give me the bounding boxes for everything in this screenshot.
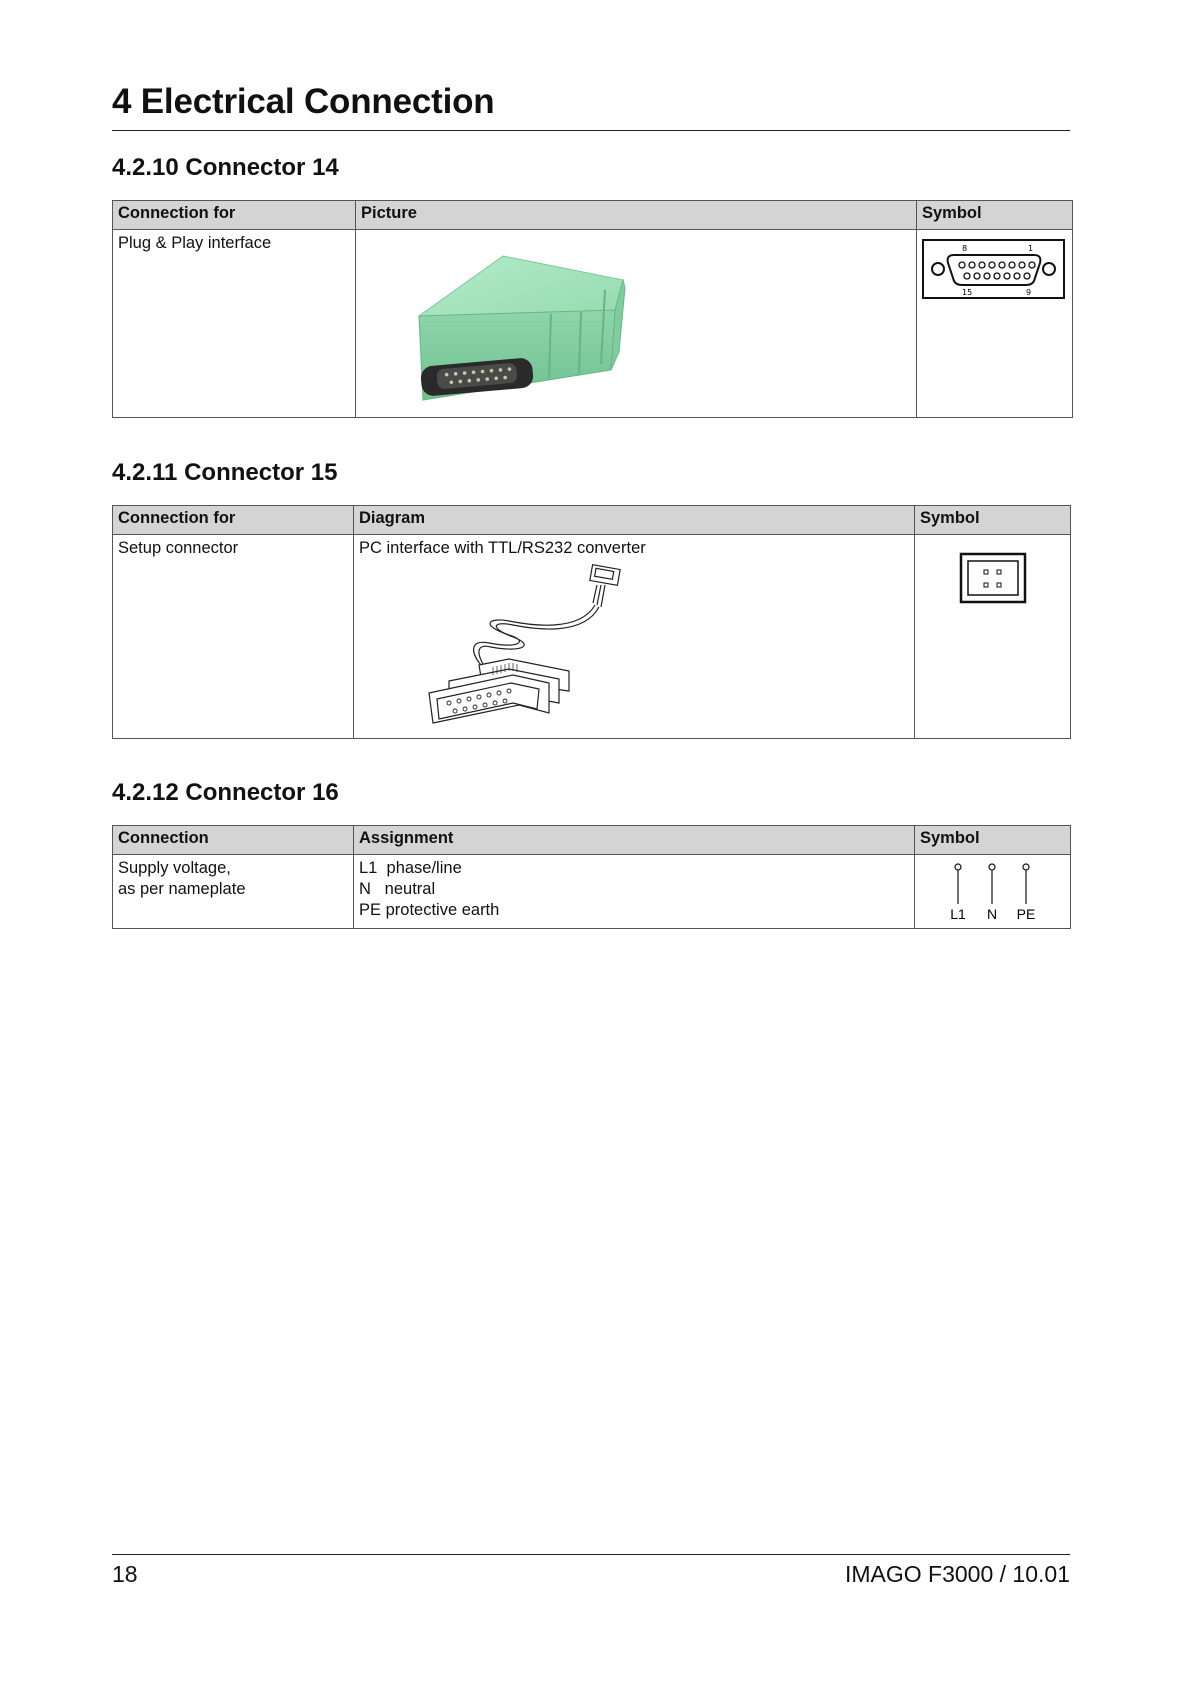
- section-title-connector-16: 4.2.12 Connector 16: [112, 779, 339, 806]
- header-assignment: Assignment: [354, 826, 915, 855]
- assignment-l1: L1 phase/line: [359, 859, 462, 877]
- header-connection-for: Connection for: [113, 506, 354, 535]
- setup-connector-symbol-icon: [920, 552, 1066, 612]
- header-symbol: Symbol: [915, 826, 1071, 855]
- footer-divider: [112, 1554, 1070, 1555]
- diagram-cell: [354, 535, 915, 739]
- section-title-connector-14: 4.2.10 Connector 14: [112, 154, 339, 181]
- pin-label-bottom-right: 9: [1026, 288, 1032, 297]
- terminal-label-n: N: [986, 906, 998, 922]
- connection-line-1: Supply voltage,: [118, 859, 231, 877]
- plug-and-play-module-image: [411, 252, 711, 402]
- diagram-caption: PC interface with TTL/RS232 converter: [359, 539, 646, 557]
- chapter-divider: [112, 130, 1070, 131]
- header-diagram: Diagram: [354, 506, 915, 535]
- terminal-label-pe: PE: [1016, 906, 1036, 922]
- connection-cell: Plug & Play interface: [113, 230, 356, 418]
- document-id: IMAGO F3000 / 10.01: [844, 1561, 1070, 1587]
- header-connection: Connection: [113, 826, 354, 855]
- page-number: 18: [112, 1561, 138, 1587]
- chapter-title: 4 Electrical Connection: [112, 82, 495, 121]
- header-symbol: Symbol: [917, 201, 1073, 230]
- section-title-connector-15: 4.2.11 Connector 15: [112, 459, 338, 486]
- pin-label-top-right: 1: [1028, 244, 1034, 253]
- terminal-label-l1: L1: [950, 906, 966, 922]
- header-symbol: Symbol: [915, 506, 1071, 535]
- terminal-symbol-icon: [920, 858, 1066, 924]
- connection-cell: Setup connector: [113, 535, 354, 739]
- pin-label-bottom-left: 15: [962, 288, 973, 297]
- header-picture: Picture: [356, 201, 917, 230]
- symbol-cell: [915, 535, 1071, 739]
- header-connection-for: Connection for: [113, 201, 356, 230]
- connection-cell: [113, 855, 354, 929]
- connector-15-table: [112, 505, 1071, 739]
- ttl-rs232-converter-diagram: [409, 563, 649, 733]
- connector-16-table: [112, 825, 1071, 929]
- dsub-15-pin-symbol-icon: [922, 239, 1068, 303]
- connector-14-table: [112, 200, 1073, 418]
- assignment-cell: [354, 855, 915, 929]
- symbol-cell: [915, 855, 1071, 929]
- assignment-n: N neutral: [359, 880, 436, 898]
- picture-cell: [356, 230, 917, 418]
- assignment-pe: PE protective earth: [359, 901, 500, 919]
- symbol-cell: [917, 230, 1073, 418]
- pin-label-top-left: 8: [962, 244, 968, 253]
- connection-line-2: as per nameplate: [118, 880, 246, 898]
